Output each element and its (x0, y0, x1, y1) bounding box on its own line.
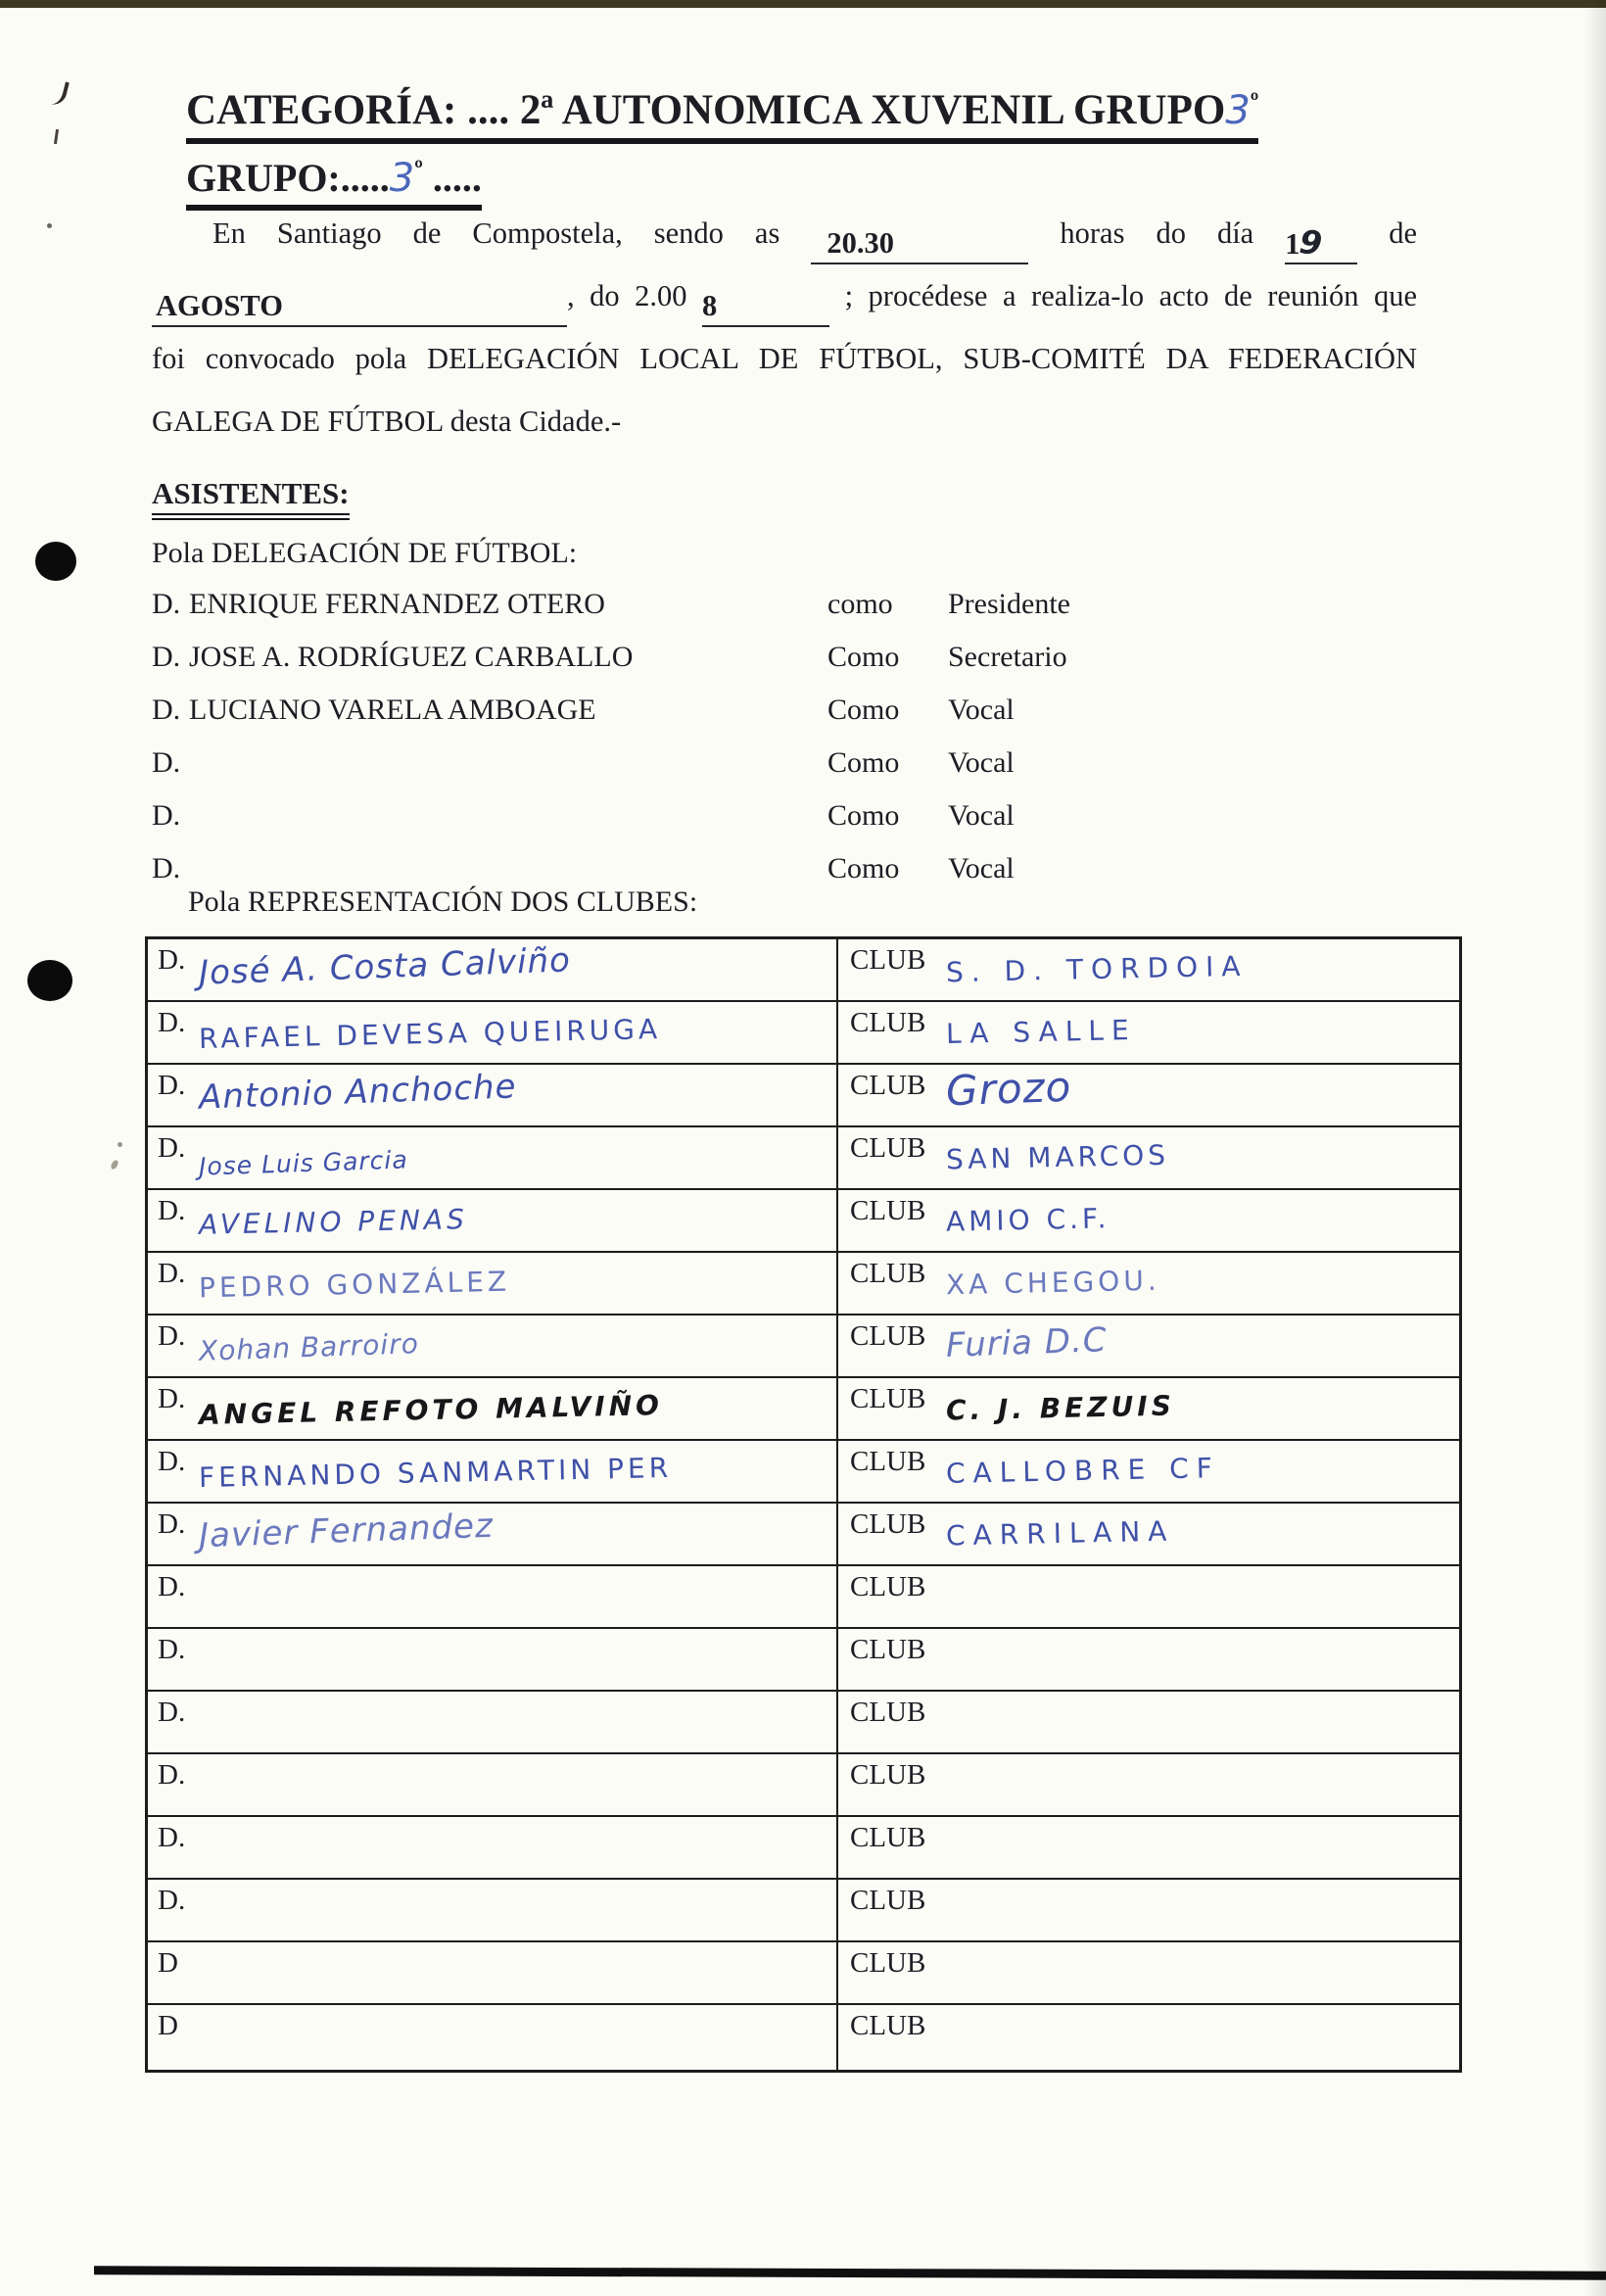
club-cell (838, 1190, 1459, 1251)
delegate-prefix: D. (158, 1070, 186, 1101)
delegation-subheading: Pola DELEGACIÓN DE FÚTBOL: (152, 537, 578, 569)
club-prefix: CLUB (850, 2010, 926, 2041)
club-signature: XA CHEGOU. (945, 1264, 1160, 1302)
delegate-cell (148, 939, 838, 1000)
club-cell (838, 1378, 1459, 1439)
attendee-como-label: Como (827, 746, 900, 779)
clubs-table (145, 936, 1462, 2073)
attendee-como-label: Como (827, 694, 900, 726)
day-handwritten-digit: 9 (1298, 221, 1325, 263)
delegate-signature: PEDRO GONZÁLEZ (198, 1265, 511, 1305)
line1-text-a: En Santiago de Compostela, sendo as (213, 216, 780, 250)
attendee-prefix: D. (152, 746, 181, 779)
day-printed-digit: 1 (1285, 227, 1300, 261)
scan-right-shadow (1584, 0, 1606, 2296)
line1-text-b: horas do día (1060, 216, 1254, 250)
club-table-row (148, 1251, 1459, 1314)
club-table-row (148, 1690, 1459, 1752)
paragraph-line-3 (152, 327, 1417, 390)
hole-punch-mark (35, 542, 76, 581)
delegate-cell (148, 1754, 838, 1815)
time-blank (811, 219, 1028, 264)
attendee-role: Presidente (948, 588, 1070, 620)
delegate-prefix: D. (158, 1885, 186, 1916)
attendees-list (152, 582, 1435, 899)
delegate-prefix: D. (158, 1822, 186, 1853)
delegate-cell (148, 1441, 838, 1502)
club-table-row (148, 1502, 1459, 1564)
club-table-row (148, 1439, 1459, 1502)
delegate-signature: FERNANDO SANMARTIN PER (198, 1451, 673, 1495)
delegate-prefix: D. (158, 1697, 186, 1728)
delegate-signature: AVELINO PENAS (198, 1203, 469, 1241)
delegate-cell (148, 1504, 838, 1564)
club-table-row (148, 1815, 1459, 1878)
club-cell (838, 1504, 1459, 1564)
attendee-prefix: D. (152, 588, 181, 620)
ink-scuff-mark (47, 223, 52, 228)
delegate-signature: ANGEL REFOTO MALVIÑO (198, 1389, 664, 1431)
club-prefix: CLUB (850, 1947, 926, 1979)
category-title-line (186, 86, 1258, 144)
attendee-role: Vocal (948, 852, 1015, 885)
delegate-cell (148, 1378, 838, 1439)
ink-scuff-mark (48, 78, 70, 107)
club-table-row (148, 2003, 1459, 2070)
delegate-prefix: D. (158, 1383, 186, 1414)
club-prefix: CLUB (850, 1822, 926, 1853)
attendee-prefix: D. (152, 852, 181, 885)
club-signature: Furia D.C (945, 1320, 1109, 1365)
group-title-text: GRUPO:..... (186, 156, 390, 200)
club-cell (838, 1880, 1459, 1940)
club-prefix: CLUB (850, 1446, 926, 1477)
line4-text: GALEGA DE FÚTBOL desta Cidade.- (152, 405, 622, 438)
club-cell (838, 1127, 1459, 1188)
club-cell (838, 1942, 1459, 2003)
club-prefix: CLUB (850, 1571, 926, 1602)
club-signature: C. J. BEZUIS (945, 1389, 1176, 1427)
club-prefix: CLUB (850, 1070, 926, 1101)
club-prefix: CLUB (850, 1634, 926, 1665)
asistentes-heading: ASISTENTES: (152, 476, 350, 520)
club-cell (838, 1002, 1459, 1063)
club-table-row (148, 1940, 1459, 2003)
club-prefix: CLUB (850, 1759, 926, 1791)
attendee-role: Vocal (948, 799, 1015, 832)
attendee-prefix: D. (152, 799, 181, 832)
attendee-como-label: como (827, 588, 893, 620)
club-signature: CARRILANA (945, 1514, 1175, 1553)
attendee-role: Secretario (948, 641, 1067, 673)
hole-punch-mark (27, 960, 72, 1001)
category-title-text: CATEGORÍA: .... 2ª AUTONOMICA XUVENIL GRUPO (186, 87, 1226, 133)
attendee-prefix: D. (152, 641, 181, 673)
opening-paragraph (152, 202, 1417, 453)
delegate-signature: Antonio Anchoche (198, 1067, 518, 1118)
club-cell (838, 1253, 1459, 1314)
delegate-cell (148, 1190, 838, 1251)
paragraph-line-4 (152, 390, 1417, 453)
club-signature: AMIO C.F. (945, 1202, 1110, 1238)
attendee-name: JOSE A. RODRÍGUEZ CARBALLO (189, 641, 634, 673)
ink-scuff-mark (54, 129, 59, 144)
delegate-cell (148, 1315, 838, 1376)
attendee-name: LUCIANO VARELA AMBOAGE (189, 694, 596, 726)
delegate-signature: José A. Costa Calviño (198, 940, 572, 993)
delegate-cell (148, 1692, 838, 1752)
delegate-signature: Jose Luis Garcia (198, 1145, 409, 1181)
paragraph-line-1 (152, 202, 1417, 264)
club-table-row (148, 1627, 1459, 1690)
club-cell (838, 939, 1459, 1000)
club-signature: S. D. TORDOIA (945, 949, 1249, 989)
time-value: 20.30 (827, 226, 894, 260)
paragraph-line-2 (152, 264, 1417, 327)
club-cell (838, 1692, 1459, 1752)
delegate-cell (148, 1002, 838, 1063)
attendee-como-label: Como (827, 799, 900, 832)
line2-text-b: ; procédese a realiza-lo acto de reunión que (844, 279, 1418, 312)
pencil-smudge (110, 1159, 119, 1171)
club-signature: Grozo (945, 1062, 1073, 1116)
club-table-row (148, 1564, 1459, 1627)
delegate-cell (148, 1880, 838, 1940)
club-cell (838, 1441, 1459, 1502)
month-blank (152, 282, 567, 327)
delegate-prefix: D. (158, 1634, 186, 1665)
club-prefix: CLUB (850, 1132, 926, 1164)
delegate-prefix: D. (158, 1007, 186, 1038)
club-prefix: CLUB (850, 1383, 926, 1414)
club-cell (838, 1629, 1459, 1690)
club-cell (838, 1817, 1459, 1878)
delegate-prefix: D. (158, 1571, 186, 1602)
clubs-subheading: Pola REPRESENTACIÓN DOS CLUBES: (188, 885, 698, 918)
delegate-cell (148, 1127, 838, 1188)
delegate-prefix: D. (158, 1320, 186, 1352)
delegate-prefix: D (158, 1947, 178, 1979)
delegate-prefix: D. (158, 944, 186, 976)
delegate-signature: RAFAEL DEVESA QUEIRUGA (198, 1013, 662, 1055)
club-table-row (148, 1752, 1459, 1815)
attendee-como-label: Como (827, 852, 900, 885)
attendee-row (152, 741, 1435, 793)
delegate-cell (148, 1817, 838, 1878)
attendee-row (152, 582, 1435, 635)
scan-top-edge-line (0, 0, 1606, 8)
attendee-role: Vocal (948, 694, 1015, 726)
club-prefix: CLUB (850, 1885, 926, 1916)
club-prefix: CLUB (850, 1508, 926, 1540)
delegate-prefix: D (158, 2010, 178, 2041)
attendee-row (152, 793, 1435, 846)
month-value: AGOSTO (156, 289, 283, 322)
club-prefix: CLUB (850, 1320, 926, 1352)
club-cell (838, 1062, 1459, 1125)
delegate-prefix: D. (158, 1446, 186, 1477)
delegate-prefix: D. (158, 1508, 186, 1540)
delegate-signature: Javier Fernandez (198, 1506, 495, 1556)
delegate-prefix: D. (158, 1132, 186, 1164)
group-title-dots: ..... (432, 156, 482, 200)
club-cell (838, 1566, 1459, 1627)
delegate-cell (148, 1065, 838, 1125)
delegate-cell (148, 1253, 838, 1314)
club-signature: LA SALLE (945, 1013, 1137, 1051)
club-prefix: CLUB (850, 1258, 926, 1289)
pencil-smudge (118, 1142, 122, 1147)
club-table-row (148, 1878, 1459, 1940)
line1-text-c: de (1389, 216, 1418, 250)
handwritten-group-number: 3 (1225, 88, 1251, 133)
delegate-prefix: D. (158, 1195, 186, 1226)
club-prefix: CLUB (850, 1007, 926, 1038)
club-table-row (148, 1314, 1459, 1376)
line2-text-a: , do 2.00 (567, 279, 687, 312)
attendee-row (152, 688, 1435, 741)
club-table-row (148, 1188, 1459, 1251)
attendee-name: ENRIQUE FERNANDEZ OTERO (189, 588, 605, 620)
delegate-prefix: D. (158, 1258, 186, 1289)
handwritten-group-number: 3 (389, 156, 415, 201)
attendee-prefix: D. (152, 694, 181, 726)
club-prefix: CLUB (850, 1697, 926, 1728)
club-cell (838, 1315, 1459, 1376)
club-prefix: CLUB (850, 1195, 926, 1226)
delegate-cell (148, 2005, 838, 2070)
delegate-cell (148, 1629, 838, 1690)
club-table-row (148, 1376, 1459, 1439)
number-blank (702, 282, 829, 327)
club-table-row (148, 1063, 1459, 1125)
club-table-row (148, 939, 1459, 1000)
club-signature: SAN MARCOS (945, 1138, 1170, 1176)
club-prefix: CLUB (850, 944, 926, 976)
attendee-row (152, 635, 1435, 688)
club-table-row (148, 1125, 1459, 1188)
club-signature: CALLOBRE CF (945, 1452, 1221, 1490)
line3-text: foi convocado pola DELEGACIÓN LOCAL DE FÚTBOL, SUB-COMITÉ DA FEDERACIÓN (152, 342, 1417, 375)
scan-bottom-edge-line (94, 2266, 1606, 2279)
attendee-role: Vocal (948, 746, 1015, 779)
ordinal-symbol: º (414, 155, 423, 183)
delegate-signature: Xohan Barroiro (198, 1327, 420, 1367)
club-cell (838, 2005, 1459, 2070)
ordinal-symbol: º (1250, 87, 1259, 116)
club-table-row (148, 1000, 1459, 1063)
delegate-cell (148, 1942, 838, 2003)
number-blank-value: 8 (702, 289, 718, 322)
attendee-como-label: Como (827, 641, 900, 673)
delegate-cell (148, 1566, 838, 1627)
day-blank (1285, 219, 1357, 264)
delegate-prefix: D. (158, 1759, 186, 1791)
category-title-underlined (186, 86, 1258, 144)
club-cell (838, 1754, 1459, 1815)
